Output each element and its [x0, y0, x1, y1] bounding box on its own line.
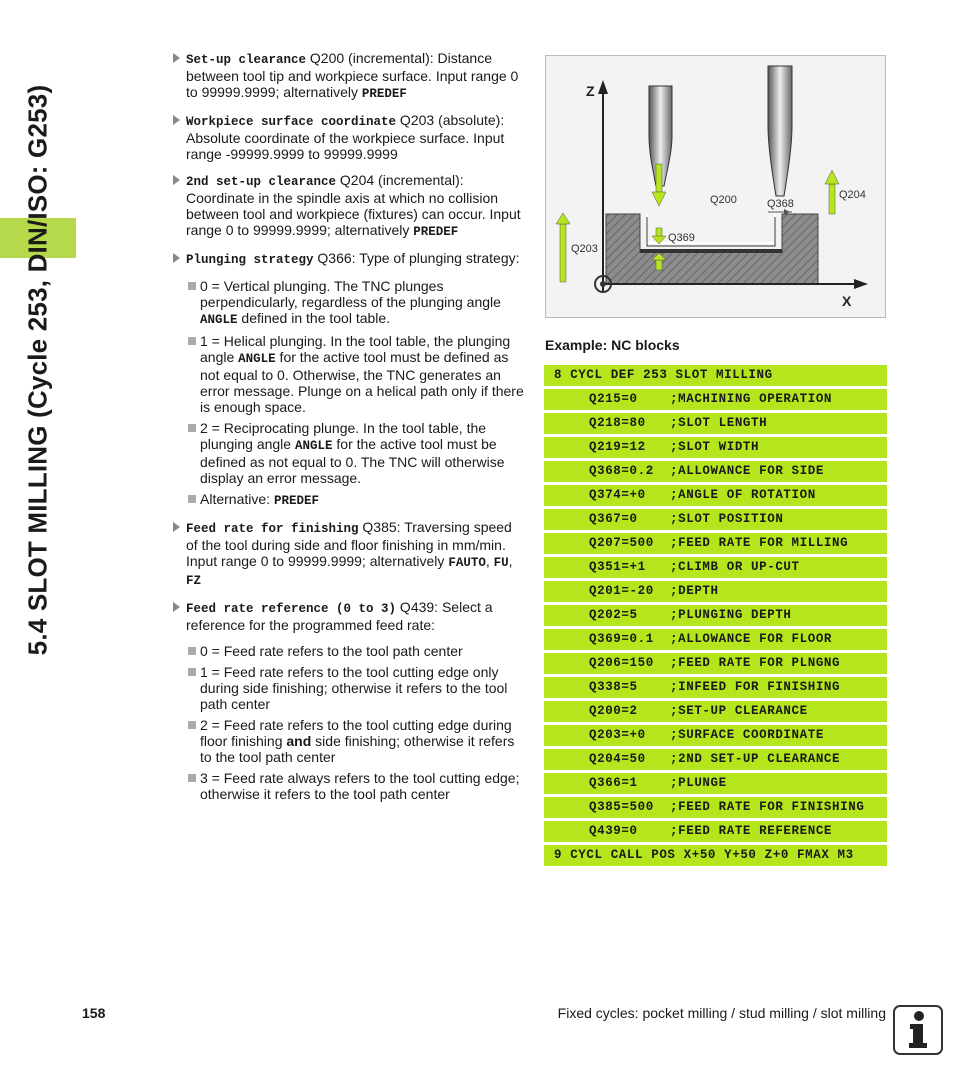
- x-axis-label: X: [842, 293, 852, 309]
- param-name: Set-up clearance: [186, 53, 307, 67]
- z-axis-arrow-icon: [598, 80, 608, 94]
- nc-block-row: Q200=2 ;SET-UP CLEARANCE: [544, 701, 887, 722]
- q200-label: Q200: [710, 194, 737, 206]
- param-name: 2nd set-up clearance: [186, 175, 337, 189]
- tool-2: [768, 66, 792, 196]
- q204-label: Q204: [839, 189, 866, 201]
- q368-label: Q368: [767, 198, 794, 210]
- nc-block-row: Q206=150 ;FEED RATE FOR PLNGNG: [544, 653, 887, 674]
- nc-block-row: Q204=50 ;2ND SET-UP CLEARANCE: [544, 749, 887, 770]
- plunging-options: [172, 278, 524, 509]
- nc-block-row: 9 CYCL CALL POS X+50 Y+50 Z+0 FMAX M3: [544, 845, 887, 866]
- bullet-triangle-icon: [173, 175, 180, 185]
- footer-chapter-title: Fixed cycles: pocket milling / stud milling / slot milling: [557, 1005, 886, 1021]
- nc-block-row: Q351=+1 ;CLIMB OR UP-CUT: [544, 557, 887, 578]
- allowance-contour: [647, 217, 775, 246]
- nc-block-row: Q368=0.2 ;ALLOWANCE FOR SIDE: [544, 461, 887, 482]
- param-plunging-strategy: [172, 250, 524, 268]
- param-name: Plunging strategy: [186, 253, 314, 267]
- nc-block-row: Q219=12 ;SLOT WIDTH: [544, 437, 887, 458]
- param-2nd-setup-clearance: [172, 172, 524, 240]
- bullet-square-icon: [188, 647, 196, 655]
- q203-arrow: [560, 224, 566, 282]
- nc-block-row: Q385=500 ;FEED RATE FOR FINISHING: [544, 797, 887, 818]
- bullet-triangle-icon: [173, 253, 180, 263]
- param-name: Workpiece surface coordinate: [186, 115, 397, 129]
- bullet-square-icon: [188, 668, 196, 676]
- example-title: Example: NC blocks: [545, 337, 680, 353]
- q200-arrow: [656, 164, 662, 192]
- param-feed-reference: Feed rate reference (0 to 3) Q439: Select a reference for the programmed feed rate:: [172, 599, 524, 633]
- bullet-triangle-icon: [173, 53, 180, 63]
- chapter-heading: 5.4 SLOT MILLING (Cycle 253, DIN/ISO: G253): [22, 84, 53, 656]
- param-workpiece-surface: [172, 112, 524, 162]
- bullet-square-icon: [188, 282, 196, 290]
- bullet-square-icon: [188, 721, 196, 729]
- bullet-triangle-icon: [173, 602, 180, 612]
- q204-arrow: [829, 184, 835, 214]
- list-item: Alternative: PREDEF: [172, 491, 524, 509]
- param-text: Q200 (incremental): Distance between tool tip and workpiece surface. Input range 0 to 99999.9999; alternatively: [186, 50, 519, 100]
- x-axis-arrow-icon: [854, 279, 868, 289]
- nc-block-row: Q207=500 ;FEED RATE FOR MILLING: [544, 533, 887, 554]
- nc-block-row: Q203=+0 ;SURFACE COORDINATE: [544, 725, 887, 746]
- param-text: Q204 (incremental): Coordinate in the spindle axis at which no collision between tool and workpiece (fixtures) can occur. Input range 0 to 99999.9999; alternatively: [186, 172, 521, 238]
- param-name: Feed rate reference (0 to 3): [186, 602, 397, 616]
- param-setup-clearance: [172, 50, 524, 102]
- feed-options: [172, 643, 524, 802]
- bullet-square-icon: [188, 337, 196, 345]
- nc-block-row: Q338=5 ;INFEED FOR FINISHING: [544, 677, 887, 698]
- nc-block-row: Q218=80 ;SLOT LENGTH: [544, 413, 887, 434]
- param-name: Feed rate for finishing: [186, 522, 359, 536]
- list-item: 2 = Feed rate refers to the tool cutting edge during floor finishing and side finishing; otherwise it refers to the tool path center: [172, 717, 524, 765]
- nc-block-row: Q374=+0 ;ANGLE OF ROTATION: [544, 485, 887, 506]
- nc-block-row: Q367=0 ;SLOT POSITION: [544, 509, 887, 530]
- nc-block-row: Q369=0.1 ;ALLOWANCE FOR FLOOR: [544, 629, 887, 650]
- param-code: PREDEF: [413, 225, 459, 239]
- parameter-descriptions: [172, 50, 524, 812]
- list-item: 0 = Vertical plunging. The TNC plunges perpendicularly, regardless of the plunging angle ANGLE defined in the tool table.: [172, 278, 524, 328]
- nc-block-list: [544, 365, 887, 869]
- z-axis-label: Z: [586, 83, 595, 99]
- bullet-square-icon: [188, 424, 196, 432]
- allowance-contour: [647, 214, 775, 243]
- bullet-square-icon: [188, 774, 196, 782]
- nc-block-row: Q202=5 ;PLUNGING DEPTH: [544, 605, 887, 626]
- param-code: PREDEF: [361, 87, 407, 101]
- list-item: 2 = Reciprocating plunge. In the tool table, the plunging angle ANGLE for the active tool must be defined as not equal to 0. The TNC will otherwise display an error message.: [172, 420, 524, 486]
- q203-label: Q203: [571, 243, 598, 255]
- bullet-triangle-icon: [173, 115, 180, 125]
- nc-block-row: Q215=0 ;MACHINING OPERATION: [544, 389, 887, 410]
- info-icon: [893, 1005, 943, 1055]
- param-text: Q366: Type of plunging strategy:: [313, 250, 520, 266]
- bullet-square-icon: [188, 495, 196, 503]
- nc-block-row: Q201=-20 ;DEPTH: [544, 581, 887, 602]
- list-item: 3 = Feed rate always refers to the tool cutting edge; otherwise it refers to the tool path center: [172, 770, 524, 802]
- nc-block-row: Q366=1 ;PLUNGE: [544, 773, 887, 794]
- list-item: 1 = Helical plunging. In the tool table, the plunging angle ANGLE for the active tool must be defined as not equal to 0. Otherwise, the TNC generates an error message. Plunge on a helical path only if there is enough space.: [172, 333, 524, 415]
- q369-arrow-up: [656, 260, 662, 270]
- sidebar-title: [0, 40, 76, 660]
- page-number: 158: [82, 1005, 106, 1021]
- slot-floor: [640, 249, 782, 253]
- nc-block-row: Q439=0 ;FEED RATE REFERENCE: [544, 821, 887, 842]
- list-item: 1 = Feed rate refers to the tool cutting edge only during side finishing; otherwise it refers to the tool path center: [172, 664, 524, 712]
- param-text: Q203 (absolute): Absolute coordinate of the workpiece surface. Input range -99999.9999 to 99999.9999: [186, 112, 505, 162]
- list-item: 0 = Feed rate refers to the tool path center: [172, 643, 524, 659]
- q369-label: Q369: [668, 232, 695, 244]
- bullet-triangle-icon: [173, 522, 180, 532]
- slot-milling-diagram: [545, 55, 886, 318]
- nc-block-row: 8 CYCL DEF 253 SLOT MILLING: [544, 365, 887, 386]
- param-feed-finishing: Feed rate for finishing Q385: Traversing speed of the tool during side and floor finishing in mm/min. Input range 0 to 99999.9999; alternatively FAUTO, FU, FZ: [172, 519, 524, 589]
